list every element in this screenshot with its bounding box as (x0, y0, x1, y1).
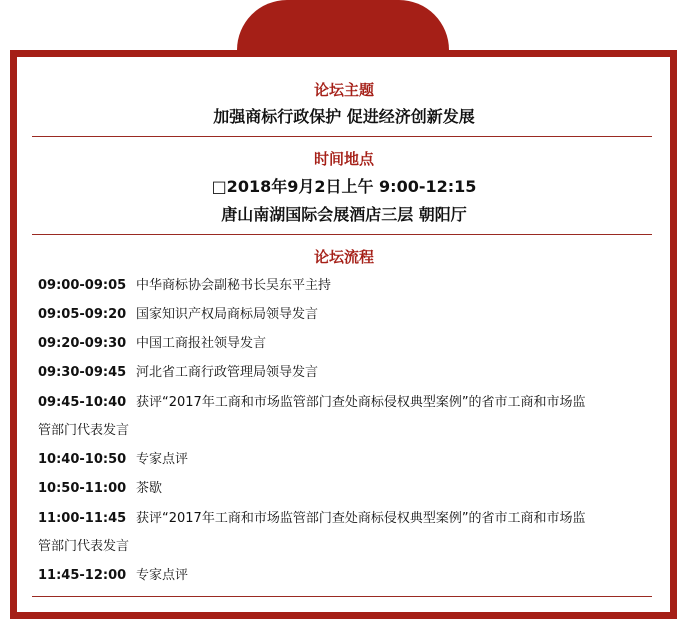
schedule-time: 09:45-10:40 (38, 395, 127, 410)
schedule-time: 11:00-11:45 (38, 511, 127, 526)
schedule-time: 09:00-09:05 (38, 278, 127, 293)
schedule-time: 11:45-12:00 (38, 568, 127, 583)
event-venue: 唐山南湖国际会展酒店三层 朝阳厅 (221, 205, 467, 224)
schedule-row (38, 567, 188, 585)
schedule-time: 10:50-11:00 (38, 481, 127, 496)
schedule-row (38, 394, 586, 412)
time-place-heading: 时间地点 (313, 150, 374, 168)
schedule-text: 专家点评 (136, 568, 189, 583)
forum-theme-text: 加强商标行政保护 促进经济创新发展 (213, 107, 475, 126)
schedule-row (38, 451, 188, 469)
schedule-row (38, 364, 318, 382)
schedule-text: 河北省工商行政管理局领导发言 (136, 365, 319, 380)
event-datetime: □2018年9月2日上午 9:00-12:15 (211, 177, 477, 196)
process-heading: 论坛流程 (313, 248, 374, 266)
divider (32, 136, 652, 137)
divider (32, 596, 652, 597)
schedule-text: 茶歇 (136, 481, 163, 496)
schedule-text: 获评“2017年工商和市场监管部门查处商标侵权典型案例”的省市工商和市场监 (136, 511, 586, 526)
schedule-time: 09:20-09:30 (38, 336, 127, 351)
schedule-text: 中华商标协会副秘书长吴东平主持 (136, 278, 332, 293)
divider (32, 234, 652, 235)
schedule-time: 10:40-10:50 (38, 452, 127, 467)
schedule-row (38, 335, 266, 353)
schedule-text: 专家点评 (136, 452, 189, 467)
schedule-text: 国家知识产权局商标局领导发言 (136, 307, 319, 322)
schedule-row (38, 306, 318, 324)
schedule-time: 09:30-09:45 (38, 365, 127, 380)
schedule-time: 09:05-09:20 (38, 307, 127, 322)
schedule-text-continued: 管部门代表发言 (38, 539, 130, 554)
schedule-row (38, 510, 586, 528)
schedule-row (38, 480, 162, 498)
schedule-text-continued: 管部门代表发言 (38, 423, 130, 438)
schedule-text: 中国工商报社领导发言 (136, 336, 267, 351)
schedule-row (38, 277, 331, 295)
forum-theme-heading: 论坛主题 (313, 81, 374, 99)
schedule-text: 获评“2017年工商和市场监管部门查处商标侵权典型案例”的省市工商和市场监 (136, 395, 586, 410)
